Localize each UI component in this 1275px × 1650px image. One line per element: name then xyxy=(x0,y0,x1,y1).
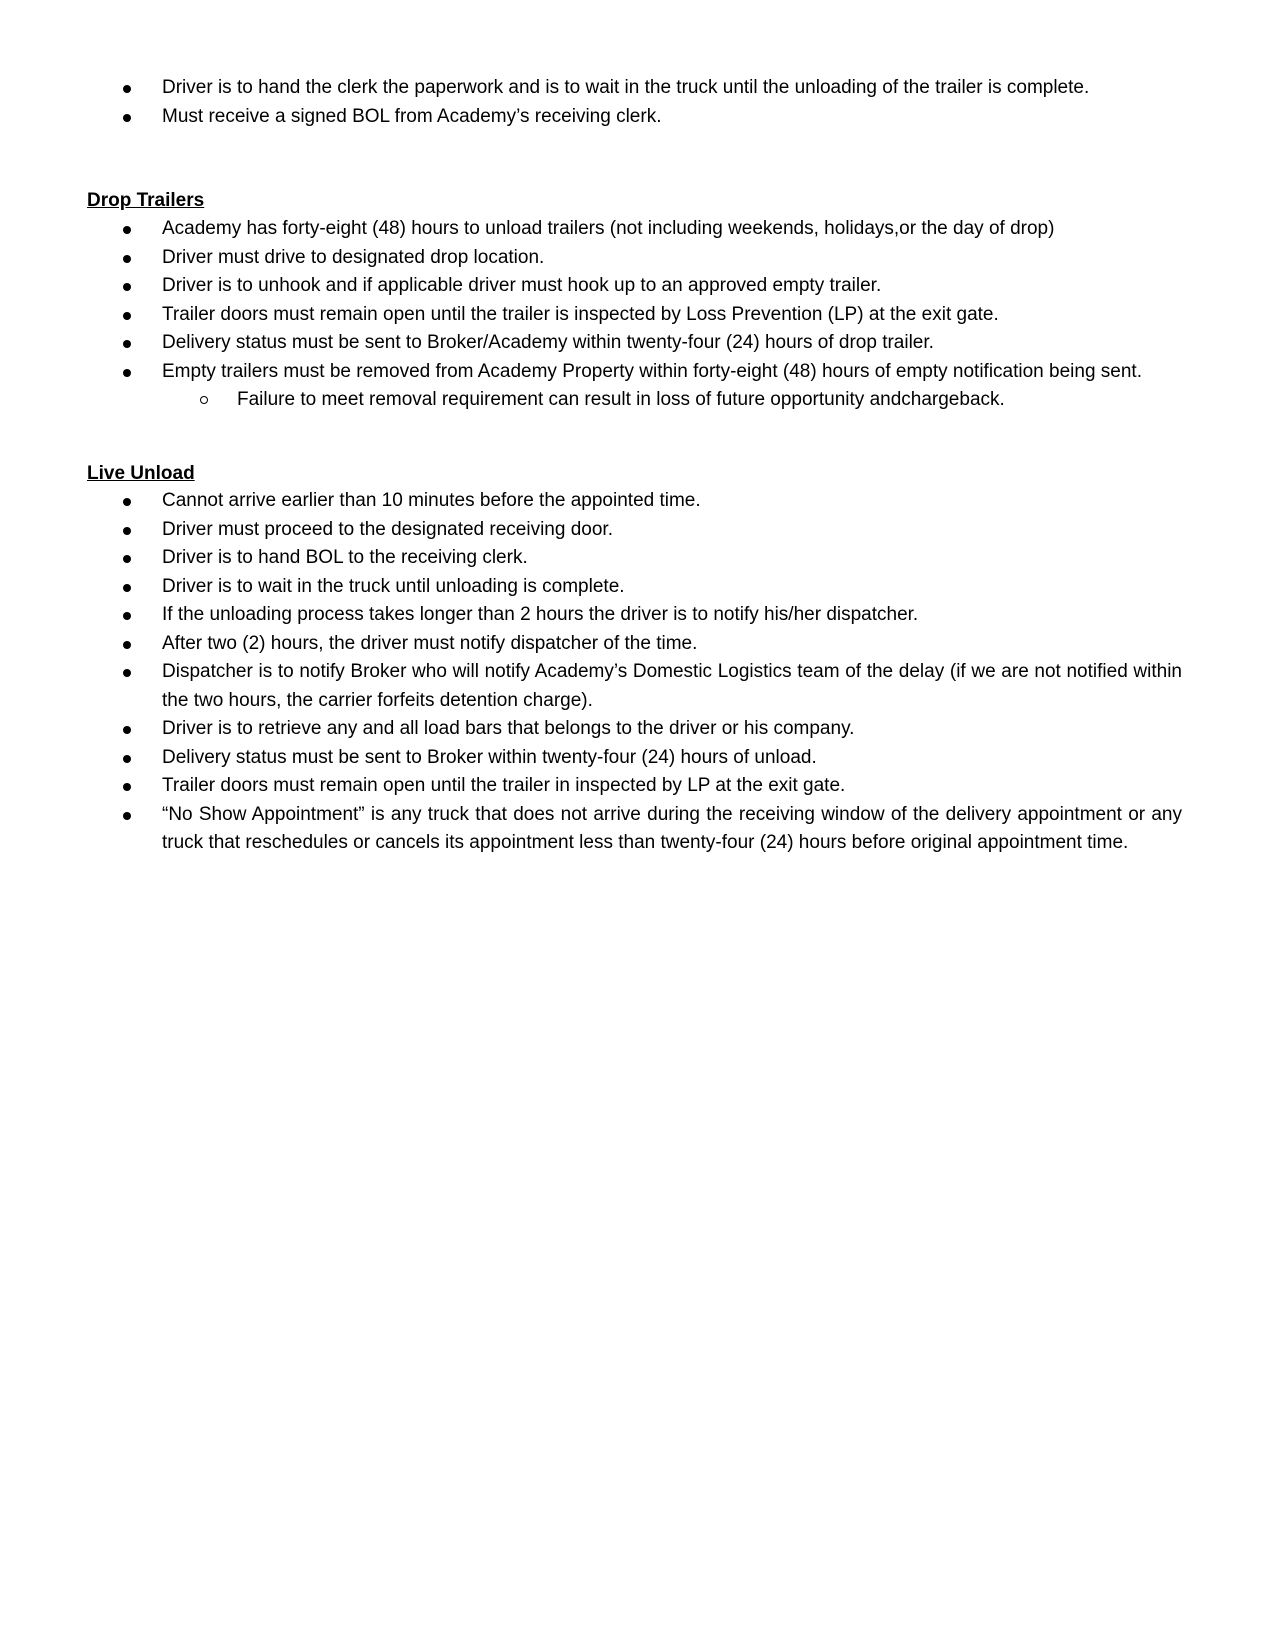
list-item-text: Delivery status must be sent to Broker/Academy within twenty-four (24) hours of drop trailer. xyxy=(162,332,934,353)
bullet-icon xyxy=(123,755,131,763)
list-item-text: Driver must proceed to the designated receiving door. xyxy=(162,518,613,540)
list-item-text: Driver must drive to designated drop location. xyxy=(162,246,545,268)
bullet-icon xyxy=(123,641,131,649)
list-item xyxy=(0,715,1182,744)
list-item-text: Must receive a signed BOL from Academy’s receiving clerk. xyxy=(162,105,662,127)
list-item xyxy=(0,487,1182,516)
bullet-icon xyxy=(123,669,131,677)
list-item xyxy=(0,74,1182,103)
list-item-text: Driver is to wait in the truck until unloading is complete. xyxy=(162,575,625,597)
bullet-icon xyxy=(123,114,131,122)
bullet-icon xyxy=(123,812,131,820)
list-item-text: Driver is to retrieve any and all load bars that belongs to the driver or his company. xyxy=(162,718,855,739)
list-item-text: After two (2) hours, the driver must notify dispatcher of the time. xyxy=(162,632,698,654)
list-item xyxy=(0,358,1182,415)
bullet-icon xyxy=(123,498,131,506)
bullet-icon xyxy=(123,369,131,377)
sub-bullet-list xyxy=(162,386,1182,415)
bullet-icon xyxy=(123,612,131,620)
bullet-icon xyxy=(123,584,131,592)
hollow-bullet-icon xyxy=(200,396,208,404)
sub-list-item-text: Failure to meet removal requirement can result in loss of future opportunity andchargeback. xyxy=(237,389,1005,410)
bullet-icon xyxy=(123,255,131,263)
sub-list-item xyxy=(237,386,1182,415)
list-item xyxy=(0,301,1182,330)
list-item xyxy=(0,744,1182,773)
list-item xyxy=(0,801,1182,858)
live-unload-bullet-list xyxy=(0,487,1275,858)
list-item-text: Delivery status must be sent to Broker within twenty-four (24) hours of unload. xyxy=(162,746,817,768)
drop-trailers-bullet-list xyxy=(0,215,1275,415)
bullet-icon xyxy=(123,226,131,234)
bullet-icon xyxy=(123,312,131,320)
bullet-icon xyxy=(123,726,131,734)
list-item xyxy=(0,630,1182,659)
list-item-text: Dispatcher is to notify Broker who will notify Academy’s Domestic Logistics team of the delay (if we are not notified within the two hours, the carrier forfeits detention charge). xyxy=(162,661,1182,711)
drop-trailers-heading: Drop Trailers xyxy=(87,190,205,211)
list-item xyxy=(0,272,1182,301)
list-item-text: Driver is to hand BOL to the receiving clerk. xyxy=(162,547,528,568)
bullet-icon xyxy=(123,340,131,348)
list-item xyxy=(0,215,1182,244)
bullet-icon xyxy=(123,555,131,563)
list-item-text: Driver is to hand the clerk the paperwork and is to wait in the truck until the unloading of the trailer is complete. xyxy=(162,77,1090,98)
list-item-text: Academy has forty-eight (48) hours to unload trailers (not including weekends, holidays,or the day of drop) xyxy=(162,218,1055,239)
list-item xyxy=(0,573,1182,602)
list-item-text: Trailer doors must remain open until the trailer is inspected by Loss Prevention (LP) at the exit gate. xyxy=(162,303,999,325)
live-unload-heading: Live Unload xyxy=(87,463,195,484)
bullet-icon xyxy=(123,527,131,535)
list-item xyxy=(0,772,1182,801)
list-item-text: Empty trailers must be removed from Academy Property within forty-eight (48) hours of empty notification being sent. xyxy=(162,360,1142,382)
intro-bullet-list xyxy=(0,74,1275,131)
list-item xyxy=(0,658,1182,715)
bullet-icon xyxy=(123,283,131,291)
bullet-icon xyxy=(123,783,131,791)
list-item-text: Cannot arrive earlier than 10 minutes before the appointed time. xyxy=(162,490,701,511)
list-item xyxy=(0,516,1182,545)
list-item-text: “No Show Appointment” is any truck that does not arrive during the receiving window of the delivery appointment or any truck that reschedules or cancels its appointment less than twenty-four (24) hours before original appointment time. xyxy=(162,803,1182,853)
list-item-text: Driver is to unhook and if applicable driver must hook up to an approved empty trailer. xyxy=(162,275,882,296)
list-item xyxy=(0,244,1182,273)
list-item-text: If the unloading process takes longer than 2 hours the driver is to notify his/her dispatcher. xyxy=(162,604,919,625)
bullet-icon xyxy=(123,85,131,93)
list-item-text: Trailer doors must remain open until the trailer in inspected by LP at the exit gate. xyxy=(162,775,846,796)
list-item xyxy=(0,544,1182,573)
list-item xyxy=(0,329,1182,358)
list-item xyxy=(0,103,1182,132)
list-item xyxy=(0,601,1182,630)
